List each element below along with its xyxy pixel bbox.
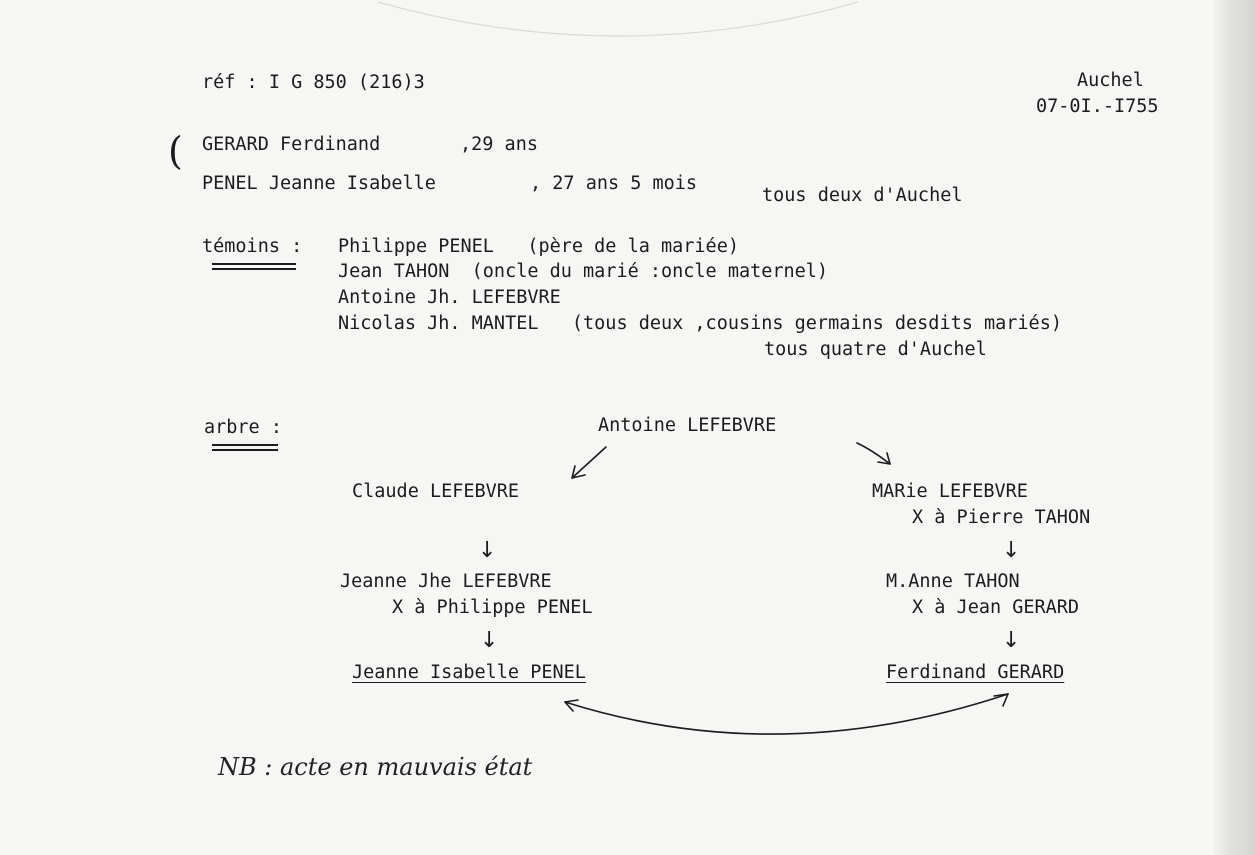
bride-name: PENEL Jeanne Isabelle [202,173,436,194]
tree-right-great-grandchild: Ferdinand GERARD [886,662,1065,683]
tree-right-child: MARie LEFEBVRE [872,481,1028,502]
groom-age: ,29 ans [460,134,538,155]
tree-root: Antoine LEFEBVRE [598,415,777,436]
arrow-to-left-child [572,447,606,478]
witness-line-1: Philippe PENEL (père de la mariée) [338,236,739,257]
groom-name: GERARD Ferdinand [202,134,381,155]
couple-bracket: ( [168,129,183,173]
bride-age: , 27 ans 5 mois [530,173,698,194]
arrow-down-icon: ↓ [480,628,499,653]
arrow-to-right-child [857,443,890,464]
tree-label: arbre : [204,417,282,438]
faint-arc [378,2,858,36]
cousin-link-arc [565,694,1008,734]
arrow-down-icon: ↓ [1002,628,1021,653]
couple-residence: tous deux d'Auchel [762,185,963,206]
place-name: Auchel [1077,70,1144,91]
scan-edge-shadow [1213,0,1255,855]
tree-left-grandchild-spouse: X à Philippe PENEL [392,597,593,618]
witnesses-label: témoins : [202,236,303,257]
tree-left-grandchild: Jeanne Jhe LEFEBVRE [340,571,552,592]
reference-number: réf : I G 850 (216)3 [202,72,425,93]
witness-line-2: Jean TAHON (oncle du marié :oncle maternel) [338,261,829,282]
tree-left-child: Claude LEFEBVRE [352,481,520,502]
arrow-down-icon: ↓ [1002,538,1021,563]
witness-line-4: Nicolas Jh. MANTEL (tous deux ,cousins germains desdits mariés) [338,313,1062,334]
handwritten-note: NB : acte en mauvais état [218,753,533,781]
tree-left-great-grandchild: Jeanne Isabelle PENEL [352,662,586,683]
tree-right-grandchild-spouse: X à Jean GERARD [912,597,1080,618]
arrow-down-icon: ↓ [478,538,497,563]
tree-right-child-spouse: X à Pierre TAHON [912,507,1091,528]
tree-right-grandchild: M.Anne TAHON [886,571,1020,592]
witness-line-5: tous quatre d'Auchel [764,339,987,360]
record-date: 07-0I.-I755 [1036,96,1159,117]
witness-line-3: Antoine Jh. LEFEBVRE [338,287,561,308]
